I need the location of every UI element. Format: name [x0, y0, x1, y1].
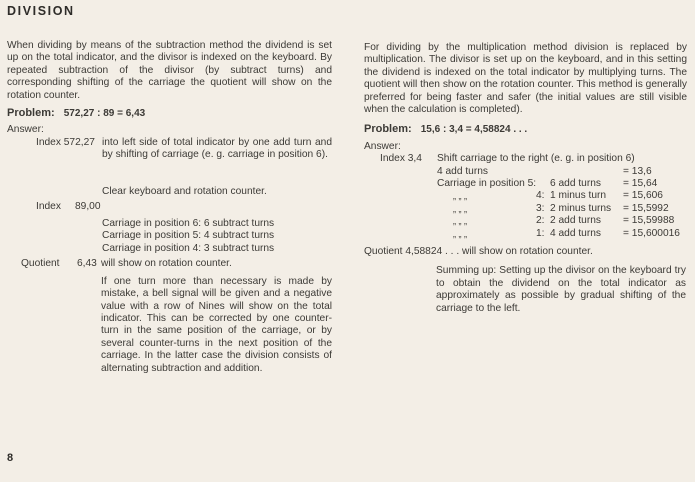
carriage-line: Carriage in position 5: 4 subtract turns — [102, 230, 275, 242]
calc-result: = 15,606 — [623, 190, 663, 202]
calc-result: = 15,5992 — [623, 202, 669, 214]
problem-equation: 15,6 : 3,4 = 4,58824 . . . — [420, 124, 528, 136]
summary-text: Summing up: Setting up the divisor on the keyboard try to obtain the dividend on the total indicator as approximately as possible by gradual shifting of the carriage to the left. — [436, 265, 686, 314]
page-number: 8 — [7, 452, 14, 464]
error-note: If one turn more than necessary is made by mistake, a bell signal will be given and a negative value with a row of Nines will show on the total indicator. This can be corrected by one counter-turn in the same position of the carriage, or by several counter-turns in the next position of the carriage. In the latter case the division consists of alternating subtraction and addition. — [101, 275, 332, 374]
shift-row — [364, 153, 687, 165]
shift-text: Shift carriage to the right (e. g. in position 6) — [437, 153, 635, 165]
calc-line — [364, 203, 687, 215]
multiplication-method-column — [364, 42, 687, 315]
clear-row — [7, 187, 332, 201]
quotient-label: Quotient — [21, 257, 60, 269]
calc-line — [364, 190, 687, 202]
calc-position: 4: — [536, 190, 545, 202]
ditto-marks: „ „ „ — [453, 203, 467, 214]
ditto-marks: „ „ „ — [453, 216, 467, 227]
quotient-text: Quotient 4,58824 . . . will show on rotation counter. — [364, 245, 593, 257]
calc-turns: 2 add turns — [550, 215, 601, 227]
calc-position: 3: — [536, 202, 545, 214]
quotient-text: will show on rotation counter. — [101, 257, 232, 269]
problem-equation: 572,27 : 89 = 6,43 — [63, 108, 146, 120]
ditto-marks: „ „ „ — [453, 228, 467, 239]
calc-result: = 15,600016 — [623, 227, 680, 239]
calc-result: = 15,59988 — [623, 215, 675, 227]
step-text: into left side of total indicator by one add turn and by shifting of carriage (e. g. carriage in position 6). — [102, 136, 332, 161]
calc-line — [364, 178, 687, 190]
calc-line — [364, 215, 687, 227]
calc-line — [364, 166, 687, 178]
calc-position: 2: — [536, 215, 545, 227]
calc-result: = 15,64 — [623, 178, 658, 190]
calc-line — [364, 228, 687, 240]
answer-label: Answer: — [364, 140, 401, 152]
subtraction-method-column — [7, 40, 332, 375]
quotient-row — [7, 258, 332, 276]
calc-turns: 2 minus turns — [550, 202, 612, 214]
subtraction-intro: When dividing by means of the subtraction method the dividend is set up on the total indicator, and the divisor is indexed on the keyboard. By repeated subtraction of the divisor (by subtract turns) and corresponding shifting of the carriage the quotient will show on the rotation counter. — [7, 40, 332, 101]
calc-position: Carriage in position 5: — [437, 178, 537, 190]
calc-result: = 13,6 — [623, 165, 652, 177]
step-value: 89,00 — [75, 200, 101, 212]
step-label: Index — [36, 200, 61, 212]
quotient-value: 6,43 — [77, 257, 97, 269]
calc-position: 1: — [536, 227, 545, 239]
carriage-line: Carriage in position 6: 6 subtract turns — [102, 217, 275, 229]
calc-turns: 6 add turns — [550, 178, 601, 190]
carriage-list — [7, 218, 332, 258]
calc-turns: 4 add turns — [437, 165, 488, 177]
calc-turns: 1 minus turn — [550, 190, 607, 202]
subtraction-problem — [7, 107, 332, 120]
index-label: Index 3,4 — [380, 153, 422, 165]
multiplication-problem — [364, 123, 687, 136]
multiplication-intro: For dividing by the multiplication method division is replaced by multiplication. The divisor is set up on the keyboard, and in this setting the dividend is indexed on the total indicator by multiplying turns. The quotient will then show on the rotation counter. This method is generally preferred for being faster and safer (the initial values are still visible when the calculation is completed). — [364, 42, 687, 116]
clear-text: Clear keyboard and rotation counter. — [102, 185, 267, 197]
problem-label: Problem: — [364, 123, 412, 136]
answer-label: Answer: — [7, 124, 44, 136]
step-label: Index 572,27 — [36, 136, 95, 148]
problem-label: Problem: — [7, 107, 55, 120]
ditto-marks: „ „ „ — [453, 191, 467, 202]
calc-turns: 4 add turns — [550, 227, 601, 239]
step-index-dividend — [7, 137, 332, 187]
carriage-line: Carriage in position 4: 3 subtract turns — [102, 242, 275, 254]
step-index-divisor — [7, 201, 332, 218]
page-title: DIVISION — [7, 4, 75, 18]
